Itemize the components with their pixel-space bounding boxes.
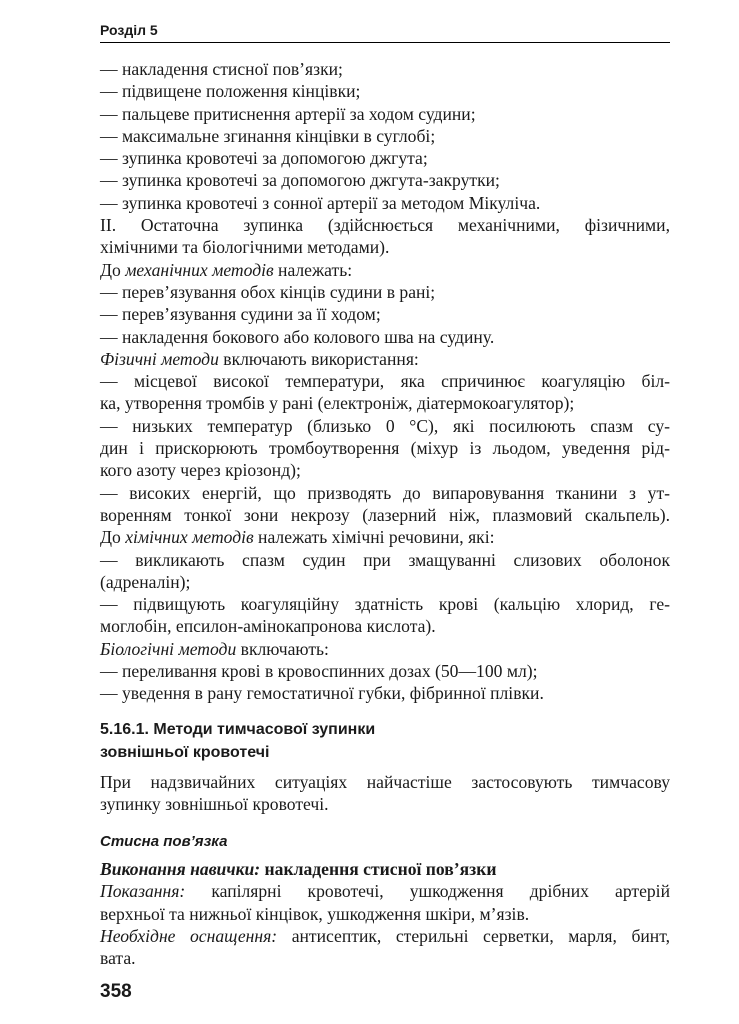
text-line: воренням тонкої зони некрозу (лазерний ніж, плазмовий скальпель). xyxy=(100,504,670,525)
text-line: дин і прискорюють тромбоутворення (міхур із льодом, уведення рід- xyxy=(100,438,670,459)
text-line: хімічними та біологічними методами). xyxy=(100,237,390,258)
indications-line-2: верхньої та нижньої кінцівок, ушкодження шкіри, м’язів. xyxy=(100,903,530,924)
section-label: Розділ 5 xyxy=(100,22,158,38)
indications-line: Показання: капілярні кровотечі, ушкодження дрібних артерій xyxy=(100,881,670,902)
skill-block xyxy=(100,858,670,969)
text-line: кого азоту через кріозонд); xyxy=(100,460,301,481)
text-line: II. Остаточна зупинка (здійснюється механічними, фізичними, xyxy=(100,215,670,236)
text-line: — максимальне згинання кінцівки в суглобі; xyxy=(100,125,436,146)
text-line: — зупинка кровотечі за допомогою джгута-закрутки; xyxy=(100,170,500,191)
equipment-line: Необхідне оснащення: антисептик, стерильні серветки, марля, бинт, xyxy=(100,925,670,946)
text-line: — зупинка кровотечі з сонної артерії за методом Мікуліча. xyxy=(100,192,541,213)
text-line: — переливання крові в кровоспинних дозах (50—100 мл); xyxy=(100,661,538,682)
text-line: — низьких температур (близько 0 °С), які посилюють спазм су- xyxy=(100,415,670,436)
text-line: — накладення бокового або колового шва на судину. xyxy=(100,326,495,347)
chem-methods-line: До хімічних методів належать хімічні речовини, які: xyxy=(100,527,495,548)
text-line: — уведення в рану гемостатичної губки, фібринної плівки. xyxy=(100,683,544,704)
text-line: — підвищене положення кінцівки; xyxy=(100,81,361,102)
skill-line: Виконання навички: накладення стисної пов’язки xyxy=(100,859,497,879)
text-line: — викликають спазм судин при змащуванні слизових оболонок xyxy=(100,549,670,570)
mech-methods-line: До механічних методів належать: xyxy=(100,259,353,280)
text-line: — високих енергій, що призводять до випаровування тканини з ут- xyxy=(100,482,670,503)
page-number: 358 xyxy=(100,981,132,1002)
text-line: — накладення стисної пов’язки; xyxy=(100,59,343,79)
text-line: — місцевої високої температури, яка спричинює коагуляцію біл- xyxy=(100,371,670,392)
text-line: — зупинка кровотечі за допомогою джгута; xyxy=(100,148,428,169)
text-line: — підвищують коагуляційну здатність крові (кальцію хлорид, ге- xyxy=(100,594,670,615)
text-line: — перев’язування судини за її ходом; xyxy=(100,304,381,325)
subheading: Стисна пов’язка xyxy=(100,833,228,850)
subsection-title: 5.16.1. Методи тимчасової зупинки зовнішньої кровотечі xyxy=(100,721,376,761)
text-line: — пальцеве притиснення артерії за ходом судини; xyxy=(100,103,476,124)
text-line: — перев’язування обох кінців судини в рані; xyxy=(100,281,436,302)
text-line: (адреналін); xyxy=(100,571,191,592)
bio-methods-line: Біологічні методи включають: xyxy=(100,638,329,659)
intro-paragraph: При надзвичайних ситуаціях найчастіше застосовують тимчасову зупинку зовнішньої кровотечі. xyxy=(100,772,670,815)
text-line: моглобін, епсилон-амінокапронова кислота). xyxy=(100,616,436,637)
phys-methods-line: Фізичні методи включають використання: xyxy=(100,348,419,369)
running-header xyxy=(100,20,670,43)
text-line: ка, утворення тромбів у рані (електроніж, діатермокоагулятор); xyxy=(100,393,575,414)
main-text xyxy=(100,58,670,705)
equipment-line-2: вата. xyxy=(100,948,136,969)
